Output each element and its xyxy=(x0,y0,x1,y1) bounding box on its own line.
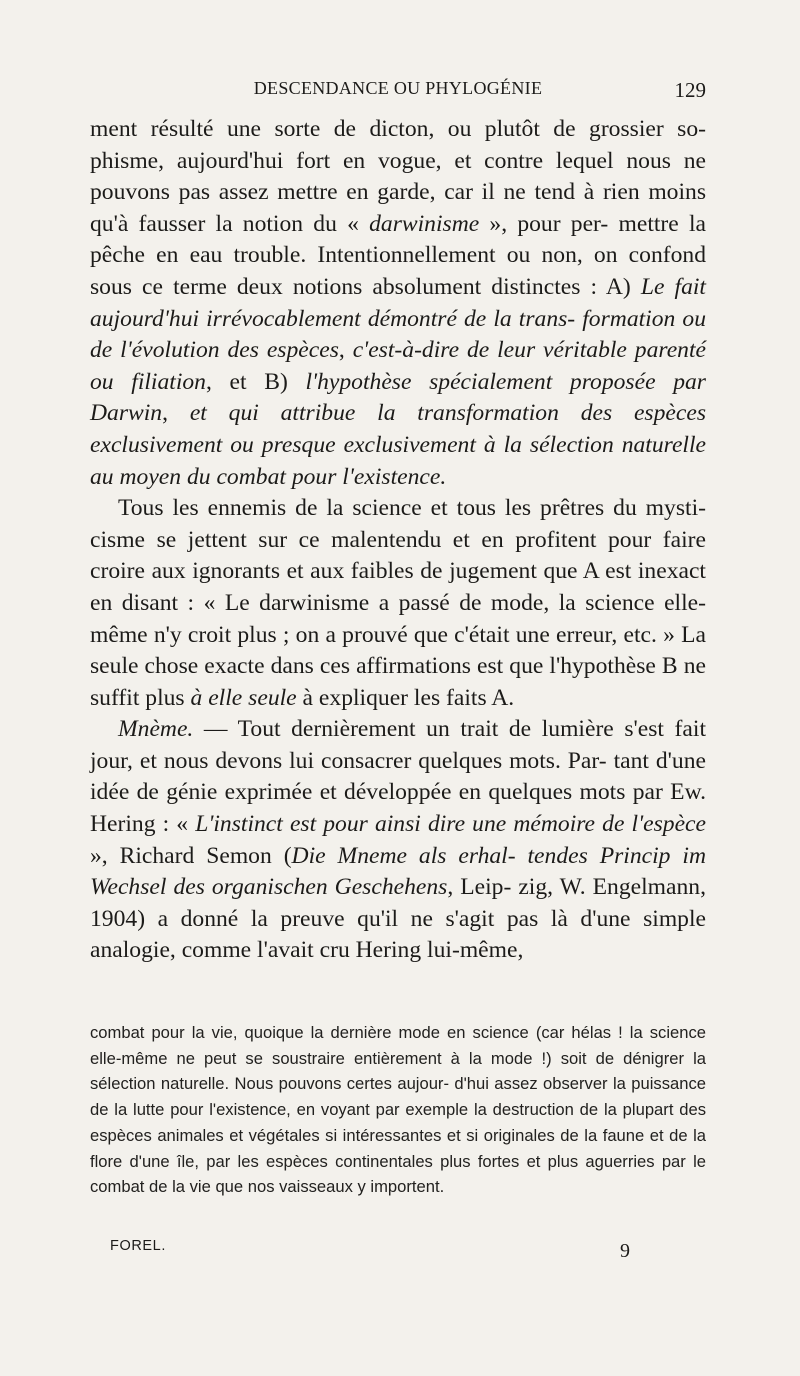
italic-run: Le fait aujourd'hui irrévocablement démontré de la trans- formation ou de l'évolution des espèces xyxy=(90,273,706,364)
author-signature: FOREL. xyxy=(110,1238,166,1254)
sheet-number: 9 xyxy=(620,1240,630,1262)
text-run: , xyxy=(162,400,190,427)
italic-run: c'est-à-dire de leur véritable parenté ou filiation xyxy=(90,337,706,395)
text-run: », pour per- mettre la pêche en eau trouble. Intentionnellement ou non, on confond sous ce terme deux notions absolument distinctes : A) xyxy=(90,210,706,300)
main-text xyxy=(90,114,706,967)
section-heading: Mnème. xyxy=(118,716,194,743)
text-run: à expliquer les faits A. xyxy=(296,684,515,711)
text-run: ment résulté une sorte de dicton, ou plutôt de grossier so- phisme, aujourd'hui fort en vogue, et contre lequel nous ne pouvons pas assez mettre en garde, car il ne tend à rien moins qu'à fausser la notion du « xyxy=(90,116,706,237)
paragraph-darwinisme xyxy=(90,114,706,493)
signature-line xyxy=(110,1238,630,1264)
paragraph-mneme xyxy=(90,714,706,967)
italic-run: Die Mneme als erhal- tendes Princip im Wechsel des organischen Geschehens xyxy=(90,842,706,901)
page-number: 129 xyxy=(674,78,706,102)
text-run: — Tout dernièrement un trait de lumière s'est fait jour, et nous devons lui consacrer quelques mots. Par- tant d'une idée de génie exprimée et développée en quelques mots par Ew. Hering : « xyxy=(90,716,706,838)
running-head: DESCENDANCE OU PHYLOGÉNIE xyxy=(253,78,543,98)
italic-run: darwinisme xyxy=(369,210,480,237)
text-run: , et B) xyxy=(205,368,306,395)
paragraph-ennemis xyxy=(90,493,706,714)
footnote-text: combat pour la vie, quoique la dernière mode en science (car hélas ! la science elle-même ne peut se soustraire entièrement à la mode !) soit de dénigrer la sélection naturelle. Nous pouvons certes aujour- d'hui assez observer la puissance de la lutte pour l'existence, en voyant par exemple la destruction de la plupart des espèces animales et végétales si intéressantes et si originales de la faune et de la flore d'une île, par les espèces continentales plus fortes et plus aguerries par le combat de la vie que nos vaisseaux y importent. xyxy=(90,1023,706,1197)
italic-run: l'hypothèse spécialement proposée par Darwin xyxy=(90,368,706,427)
text-run: , xyxy=(338,337,353,364)
text-run: Tous les ennemis de la science et tous les prêtres du mysti- cisme se jettent sur ce malentendu et en profitent pour faire croire aux ignorants et aux faibles de jugement que A est inexact en disant : « Le darwinisme a passé de mode, la science elle-même n'y croit plus ; on a prouvé que c'était une erreur, etc. » La seule chose exacte dans ces affirmations est que l'hypothèse B ne suffit plus xyxy=(90,495,706,711)
text-run: , Leip- zig, W. Engelmann, 1904) a donné la preuve qu'il ne s'agit pas là d'une simple analogie, comme l'avait cru Hering lui-même, xyxy=(90,874,706,964)
footnote xyxy=(90,1020,706,1200)
text-run: », Richard Semon ( xyxy=(90,842,292,869)
page-header xyxy=(90,78,706,108)
italic-run: et qui attribue la transformation des espèces exclusivement ou presque exclusivement à la sélection naturelle au moyen du combat pour l'existence. xyxy=(90,400,707,490)
italic-run: L'instinct est pour ainsi dire une mémoire de l'espèce xyxy=(195,811,706,838)
italic-run: à elle seule xyxy=(190,684,297,711)
